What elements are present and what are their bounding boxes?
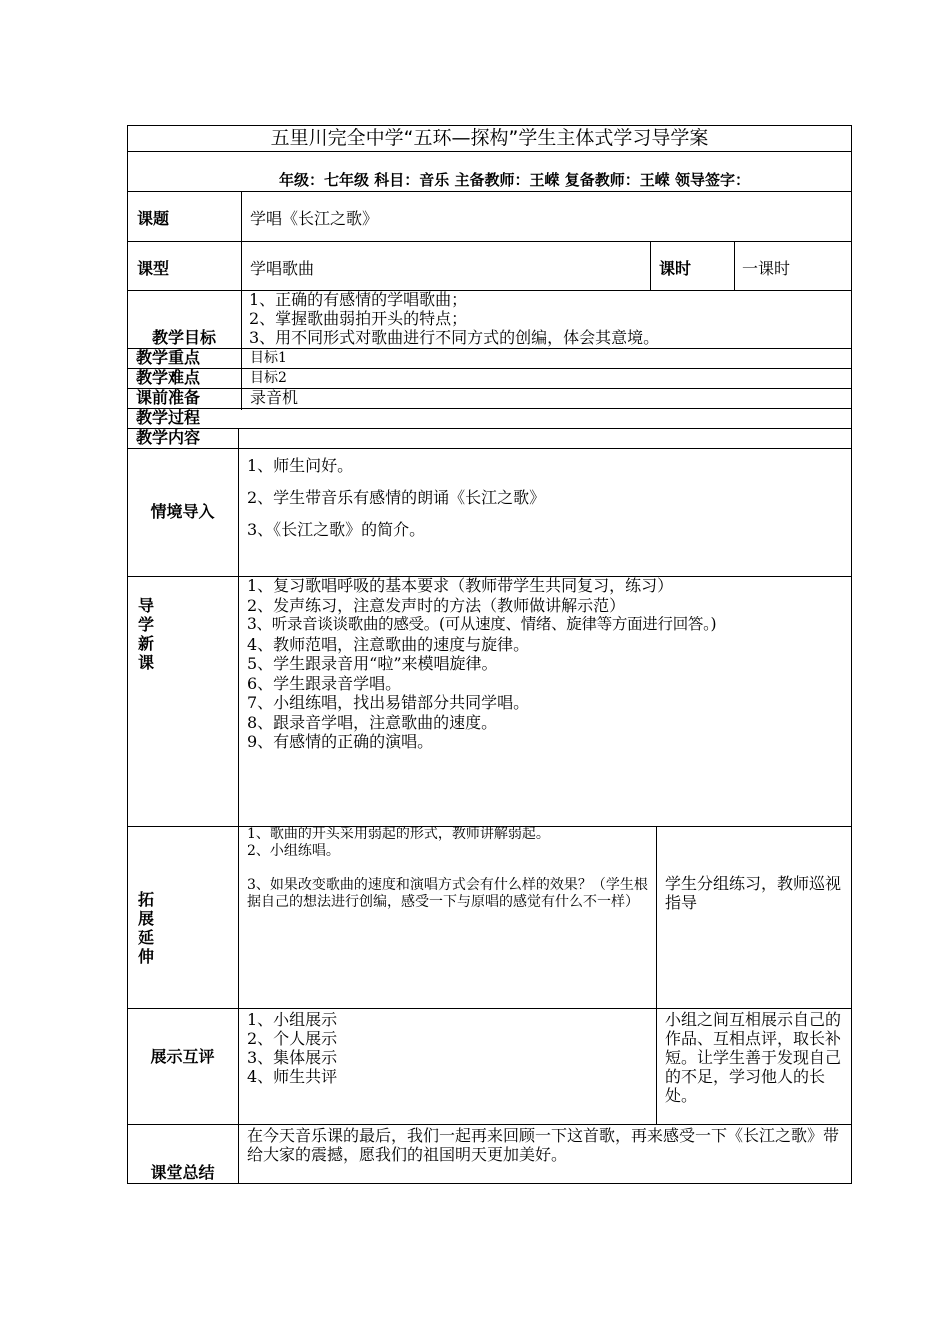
- prep-value: 录音机: [250, 388, 299, 407]
- step-item: 9、有感情的正确的演唱。: [247, 732, 434, 751]
- intro-list: [247, 456, 847, 571]
- goal-item: 2、掌握歌曲弱拍开头的特点；: [249, 309, 468, 328]
- difficulty-label: 教学难点: [136, 368, 201, 387]
- label-char: 学: [137, 615, 154, 634]
- extension-note: 学生分组练习，教师巡视指导: [665, 874, 842, 912]
- hours-label: 课时: [659, 259, 692, 278]
- prep-label: 课前准备: [136, 388, 201, 407]
- process-label: 教学过程: [136, 408, 201, 427]
- showcase-item: 2、个人展示: [247, 1029, 338, 1048]
- topic-value: 学唱《长江之歌》: [250, 209, 379, 228]
- label-char: 新: [137, 634, 154, 653]
- new-lesson-label: [132, 596, 160, 676]
- intro-item: 2、学生带音乐有感情的朗诵《长江之歌》: [247, 488, 546, 507]
- intro-label: 情境导入: [150, 502, 215, 521]
- label-char: 拓: [137, 890, 154, 909]
- summary-value: 在今天音乐课的最后，我们一起再来回顾一下这首歌，再来感受一下《长江之歌》带给大家的震撼，愿我们的祖国明天更加美好。: [247, 1126, 840, 1164]
- extension-item: 1、歌曲的开头采用弱起的形式，教师讲解弱起。: [247, 826, 550, 842]
- hours-value: 一课时: [742, 259, 791, 278]
- showcase-note: 小组之间互相展示自己的作品、互相点评，取长补短。让学生善于发现自己的不足，学习他人的长处。: [665, 1010, 842, 1105]
- extension-item: 3、如果改变歌曲的速度和演唱方式会有什么样的效果？（学生根据自己的想法进行创编，感受一下与原唱的感觉有什么不一样）: [247, 877, 648, 910]
- new-lesson-list: [247, 576, 851, 824]
- step-item: 6、学生跟录音学唱。: [247, 673, 402, 693]
- document-title: 五里川完全中学“五环—探构”学生主体式学习导学案: [270, 127, 709, 149]
- showcase-list: [247, 1010, 647, 1120]
- showcase-item: 4、师生共评: [247, 1067, 338, 1086]
- key-value: 目标1: [250, 350, 287, 366]
- label-char: 课: [137, 653, 154, 672]
- key-label: 教学重点: [136, 348, 201, 367]
- topic-label: 课题: [137, 209, 170, 228]
- content-label: 教学内容: [136, 428, 201, 447]
- goal-item: 3、用不同形式对歌曲进行不同方式的创编，体会其意境。: [249, 328, 660, 347]
- goals-label: 教学目标: [151, 328, 216, 347]
- label-char: 延: [137, 928, 154, 947]
- step-item: 8、跟录音学唱，注意歌曲的速度。: [247, 712, 498, 732]
- label-char: 导: [137, 596, 154, 615]
- step-item: 3、听录音谈谈歌曲的感受。(可从速度、情绪、旋律等方面进行回答。): [247, 615, 717, 633]
- label-char: 伸: [137, 947, 154, 966]
- goals-list: [249, 290, 849, 348]
- step-item: 4、教师范唱，注意歌曲的速度与旋律。: [247, 634, 530, 654]
- extension-item: 2、小组练唱。: [247, 843, 340, 859]
- showcase-item: 3、集体展示: [247, 1048, 338, 1067]
- document-meta: 年级：七年级 科目：音乐 主备教师：王嵘 复备教师：王嵘 领导签字：: [279, 171, 750, 189]
- showcase-label: 展示互评: [150, 1047, 215, 1066]
- step-item: 7、小组练唱，找出易错部分共同学唱。: [247, 693, 530, 712]
- type-value: 学唱歌曲: [250, 259, 315, 278]
- summary-label: 课堂总结: [150, 1163, 215, 1182]
- type-label: 课型: [137, 259, 170, 278]
- step-item: 2、发声练习，注意发声时的方法（教师做讲解示范）: [247, 595, 626, 615]
- extension-label: [132, 890, 160, 974]
- label-char: 展: [137, 909, 154, 928]
- showcase-item: 1、小组展示: [247, 1010, 338, 1029]
- intro-item: 1、师生问好。: [247, 456, 354, 475]
- step-item: 1、复习歌唱呼吸的基本要求（教师带学生共同复习，练习）: [247, 576, 674, 595]
- difficulty-value: 目标2: [250, 370, 287, 386]
- step-item: 5、学生跟录音用“啦”来模唱旋律。: [247, 654, 498, 673]
- extension-list: [247, 826, 651, 1006]
- goal-item: 1、正确的有感情的学唱歌曲；: [249, 290, 468, 309]
- intro-item: 3、《长江之歌》的简介。: [247, 520, 426, 539]
